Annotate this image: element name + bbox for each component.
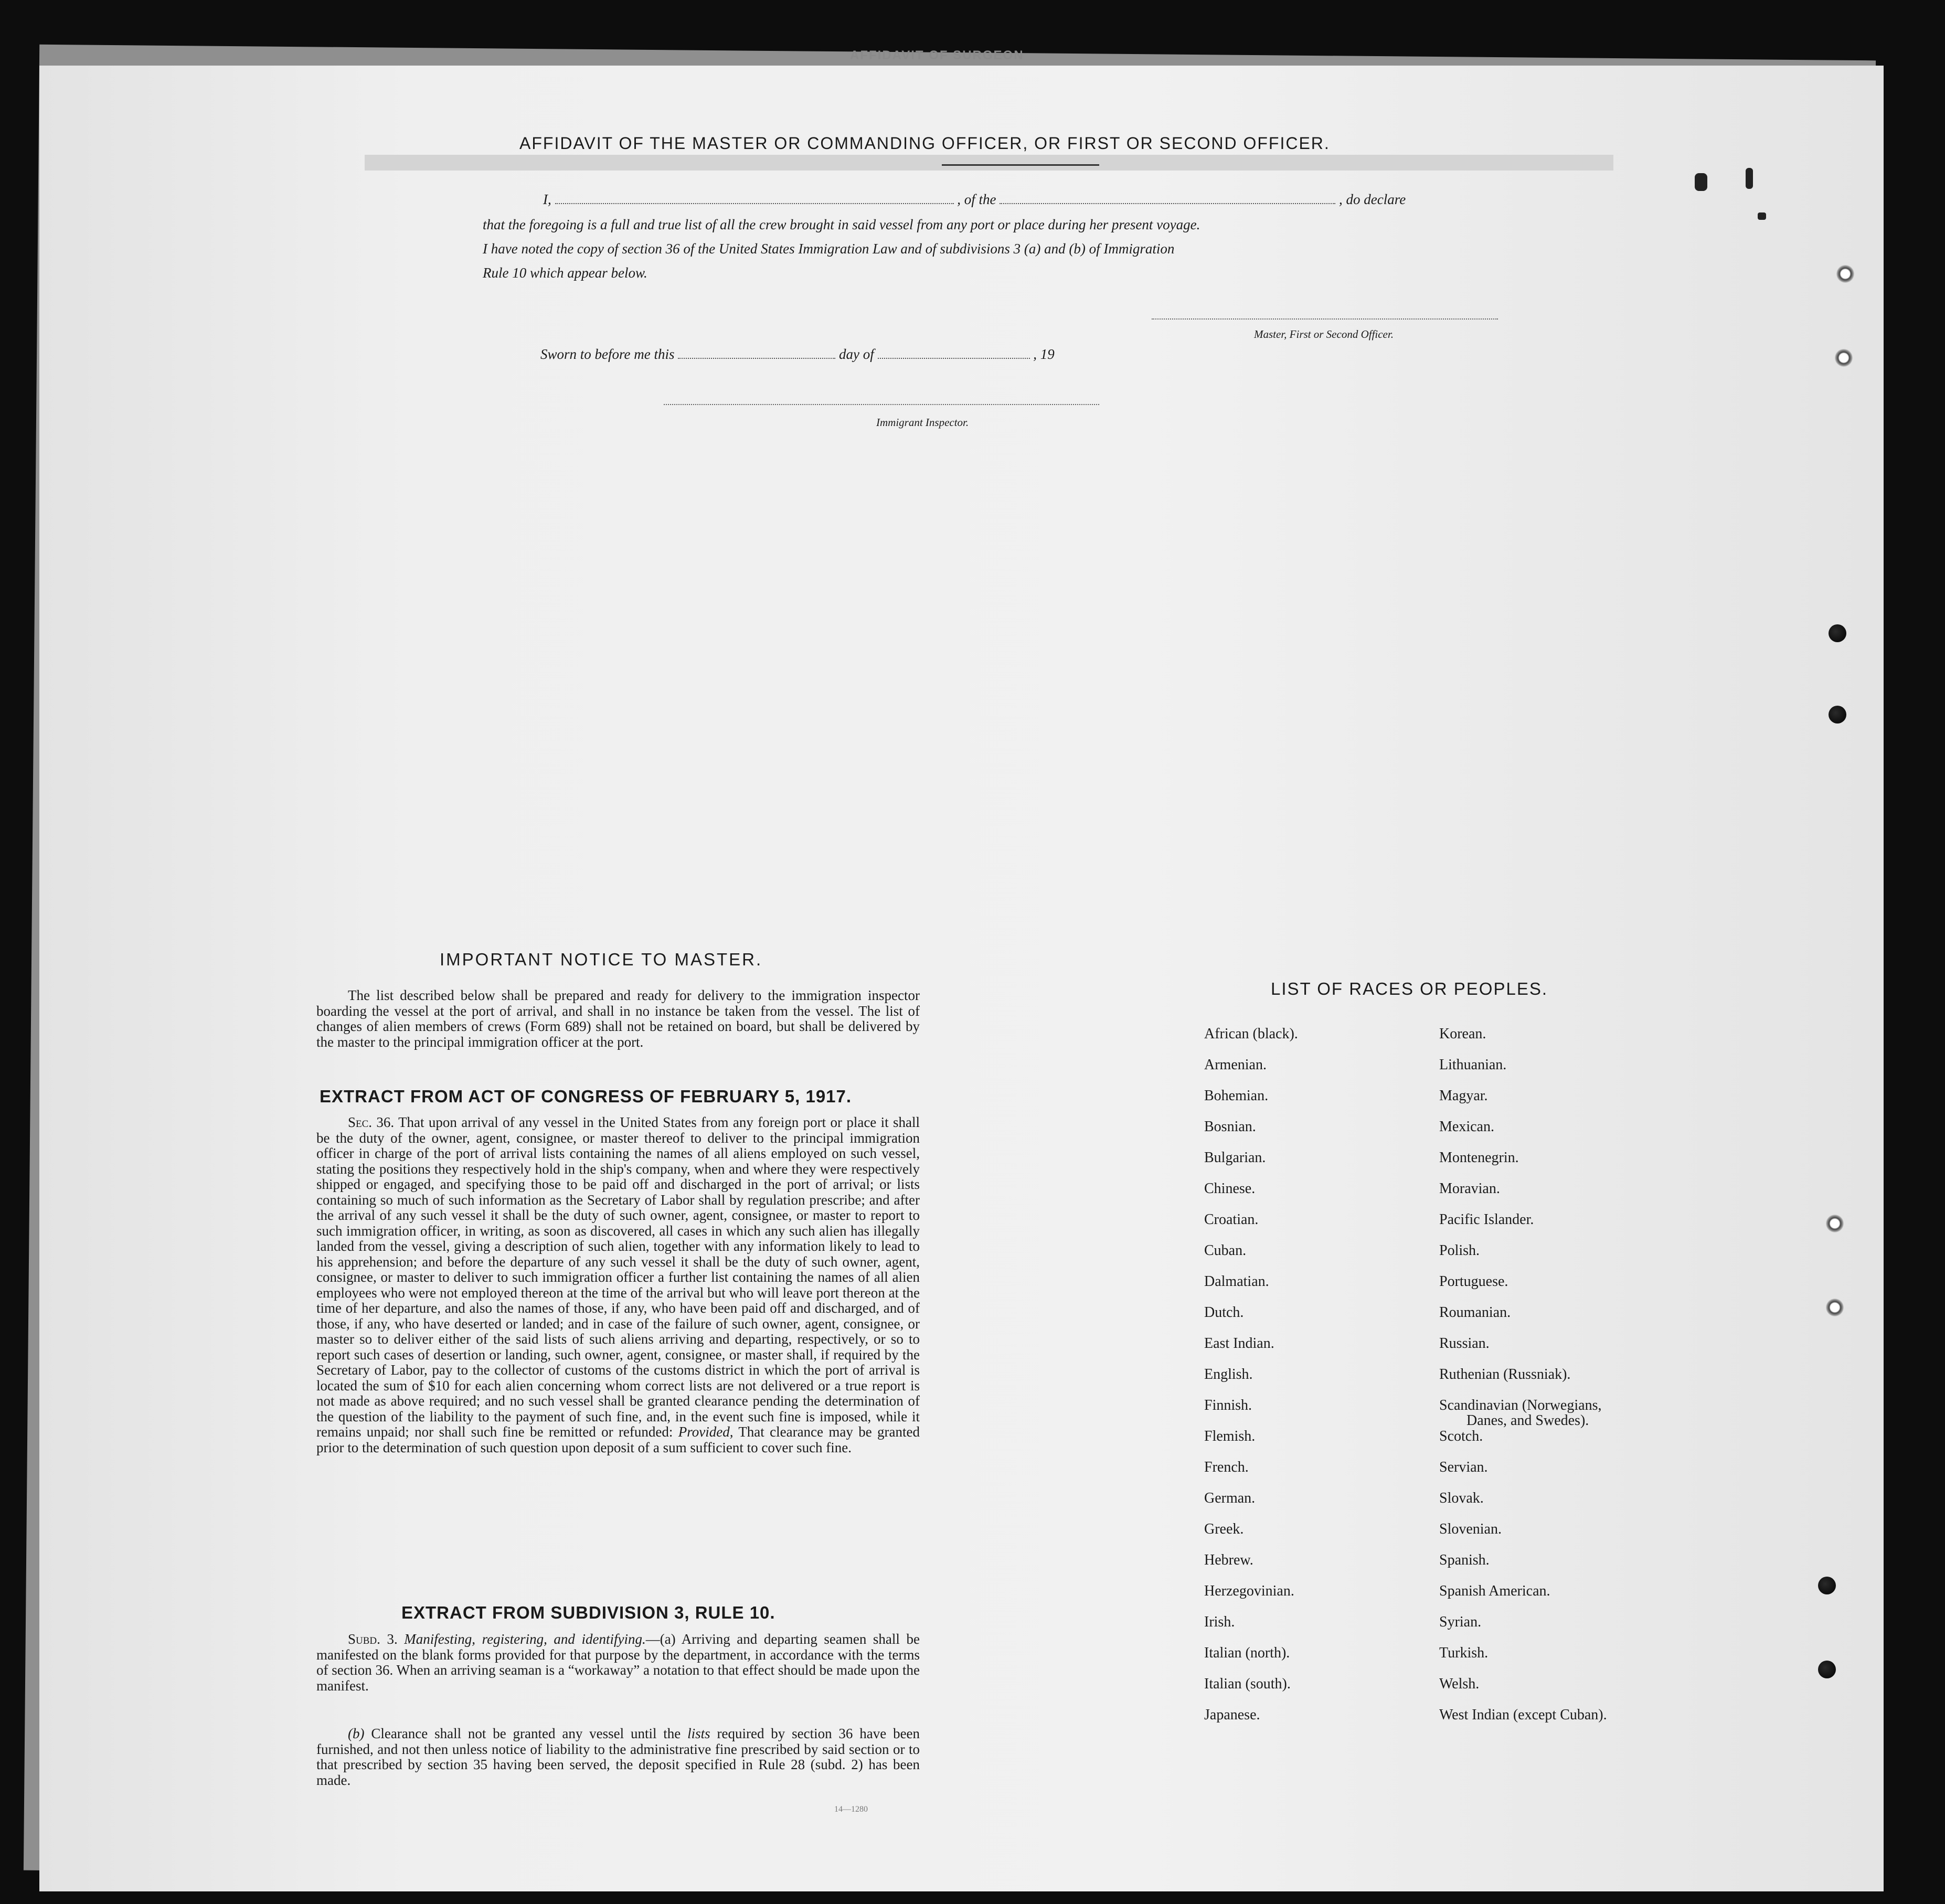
race-left-item: Bulgarian. bbox=[1204, 1150, 1266, 1166]
vessel-blank bbox=[1000, 203, 1335, 204]
rule-para-b-label: (b) bbox=[348, 1726, 365, 1741]
affidavit-line-4: Rule 10 which appear below. bbox=[483, 265, 647, 281]
sworn-day-blank bbox=[678, 358, 835, 359]
sworn-line bbox=[540, 346, 1055, 363]
races-title: LIST OF RACES OR PEOPLES. bbox=[1271, 979, 1548, 998]
inspector-label: Immigrant Inspector. bbox=[876, 416, 969, 429]
sworn-month-blank bbox=[878, 358, 1030, 359]
race-right-item: Danes, and Swedes). bbox=[1466, 1412, 1589, 1429]
race-left-item: English. bbox=[1204, 1366, 1253, 1382]
race-right-item: Mexican. bbox=[1439, 1119, 1494, 1135]
race-right-item: Russian. bbox=[1439, 1335, 1490, 1352]
race-left-item: Hebrew. bbox=[1204, 1552, 1253, 1568]
rule-para-b-lists: lists bbox=[687, 1726, 710, 1741]
affidavit-declare: , do declare bbox=[1339, 192, 1406, 207]
race-right-item: Spanish. bbox=[1439, 1552, 1490, 1568]
race-left-item: Italian (south). bbox=[1204, 1676, 1291, 1692]
rule-para-a bbox=[316, 1632, 920, 1694]
binder-hole bbox=[1835, 349, 1853, 367]
affidavit-line-1 bbox=[543, 192, 1406, 208]
race-right-item: Magyar. bbox=[1439, 1088, 1488, 1104]
act-extract-text bbox=[316, 1115, 920, 1455]
binder-hole bbox=[1836, 265, 1854, 283]
race-right-item: Welsh. bbox=[1439, 1676, 1480, 1692]
race-right-item: Slovenian. bbox=[1439, 1521, 1502, 1537]
rule-para-b-2: required by section 36 have been furnished, and not then unless notice of liability to the administrative fine prescribed by said section or to that prescribed by section 35 having been served, the deposit specified in Rule 28 (subd. 2) has been made. bbox=[316, 1726, 920, 1788]
rule-para-b-1: Clearance shall not be granted any vessel until the bbox=[371, 1726, 681, 1741]
act-sec-label: Sec. 36. bbox=[348, 1114, 395, 1130]
binder-hole bbox=[1829, 624, 1846, 642]
rule-para-b bbox=[316, 1726, 920, 1788]
race-right-item: Scotch. bbox=[1439, 1428, 1483, 1444]
race-left-item: French. bbox=[1204, 1459, 1249, 1475]
race-right-item: Korean. bbox=[1439, 1026, 1486, 1042]
race-left-item: Japanese. bbox=[1204, 1707, 1260, 1723]
sworn-prefix: Sworn to before me this bbox=[540, 346, 675, 362]
binder-hole bbox=[1818, 1577, 1836, 1594]
race-left-item: Italian (north). bbox=[1204, 1645, 1290, 1661]
underlying-page-title: AFFIDAVIT OF SURGEON bbox=[850, 48, 1024, 62]
notice-text: The list described below shall be prepared and ready for delivery to the immigration inspector boarding the vessel at the port of arrival, and shall in no instance be taken from the vessel. The list of changes of alien members of crews (Form 689) shall not be retained on board, but shall be delivered by the master to the principal immigration officer at the port. bbox=[316, 987, 920, 1050]
race-right-item: Pacific Islander. bbox=[1439, 1211, 1534, 1228]
form-code: 14—1280 bbox=[834, 1805, 868, 1814]
race-right-item: Ruthenian (Russniak). bbox=[1439, 1366, 1571, 1382]
sworn-year-label: , 19 bbox=[1033, 346, 1055, 362]
race-right-item: Polish. bbox=[1439, 1242, 1480, 1259]
race-left-item: East Indian. bbox=[1204, 1335, 1274, 1352]
race-right-item: Servian. bbox=[1439, 1459, 1488, 1475]
race-left-item: African (black). bbox=[1204, 1026, 1298, 1042]
rule-subd-label: Subd. 3. bbox=[348, 1631, 398, 1647]
affidavit-line-2: that the foregoing is a full and true list of all the crew brought in said vessel from any port or place during her present voyage. bbox=[483, 217, 1200, 232]
affidavit-title-rule bbox=[942, 164, 1099, 166]
race-left-item: Greek. bbox=[1204, 1521, 1244, 1537]
act-body: That upon arrival of any vessel in the United States from any foreign port or place it shall be the duty of the owner, agent, consignee, or master thereof to deliver to the principal immigration officer in charge of the port of arrival lists containing the names of all aliens employed on such vessel, stating the positions they respectively hold in the ship's company, when and where they were respectively shipped or engaged, and specifying those to be paid off and discharged in the port of arrival; or lists containing so much of such information as the Secretary of Labor shall by regulation prescribe; and after the arrival of any such vessel it shall be the duty of such owner, agent, consignee, or master to report to such immigration officer, in writing, as soon as discovered, all cases in which any such alien has illegally landed from the vessel, giving a description of such alien, together with any information likely to lead to his apprehension; and before the departure of any such vessel it shall be the duty of such owner, agent, consignee, or master to deliver to such immigration officer a further list containing the names of all alien employees who were not employed thereon at the time of the arrival but who will leave port thereon at the time of her departure, and also the names of those, if any, who have been paid off and discharged, and of those, if any, who have deserted or landed; and in case of the failure of such owner, agent, consignee, or master so to deliver either of the said lists of such aliens arriving and departing, respectively, or so to report such cases of desertion or landing, such owner, agent, consignee, or master shall, if required by the Secretary of Labor, pay to the collector of customs of the customs district in which the port of arrival is located the sum of $10 for each alien concerning whom correct lists are not delivered or a true report is not made as above required; and no such vessel shall be granted clearance pending the determination of the question of the liability to the payment of such fine, and, in the event such fine is imposed, while it remains unpaid; nor shall such fine be remitted or refunded: bbox=[316, 1114, 920, 1440]
race-right-item: Moravian. bbox=[1439, 1180, 1500, 1197]
act-body-end: That clearance may be granted prior to the determination of such question upon deposit of a sum sufficient to cover such fine. bbox=[316, 1424, 920, 1455]
act-extract-title: EXTRACT FROM ACT OF CONGRESS OF FEBRUARY 5, 1917. bbox=[320, 1087, 852, 1106]
race-left-item: German. bbox=[1204, 1490, 1256, 1506]
binder-hole bbox=[1826, 1299, 1844, 1316]
race-left-item: Irish. bbox=[1204, 1614, 1235, 1630]
race-left-item: Bosnian. bbox=[1204, 1119, 1256, 1135]
race-right-item: Montenegrin. bbox=[1439, 1150, 1519, 1166]
race-left-item: Finnish. bbox=[1204, 1397, 1252, 1413]
race-right-item: Slovak. bbox=[1439, 1490, 1484, 1506]
rule-extract-title: EXTRACT FROM SUBDIVISION 3, RULE 10. bbox=[401, 1603, 775, 1622]
act-provided: Provided, bbox=[678, 1424, 734, 1440]
race-left-item: Herzegovinian. bbox=[1204, 1583, 1294, 1599]
name-blank bbox=[555, 203, 954, 204]
race-left-item: Croatian. bbox=[1204, 1211, 1259, 1228]
affidavit-i: I, bbox=[543, 192, 551, 207]
race-left-item: Armenian. bbox=[1204, 1057, 1267, 1073]
race-right-item: Scandinavian (Norwegians, bbox=[1439, 1397, 1602, 1413]
binder-hole bbox=[1826, 1215, 1844, 1232]
form-sheet bbox=[39, 66, 1884, 1891]
master-signature-line bbox=[1152, 318, 1498, 320]
sworn-day-label: day of bbox=[839, 346, 874, 362]
ink-mark bbox=[1695, 173, 1707, 191]
affidavit-of-the: , of the bbox=[957, 192, 996, 207]
ink-mark bbox=[1746, 168, 1753, 189]
race-right-item: Portuguese. bbox=[1439, 1273, 1508, 1290]
master-signature-label: Master, First or Second Officer. bbox=[1254, 328, 1394, 341]
binder-hole bbox=[1829, 706, 1846, 724]
race-left-item: Dalmatian. bbox=[1204, 1273, 1269, 1290]
race-right-item: Syrian. bbox=[1439, 1614, 1482, 1630]
notice-title: IMPORTANT NOTICE TO MASTER. bbox=[440, 950, 763, 969]
binder-hole bbox=[1818, 1661, 1836, 1678]
race-right-item: Roumanian. bbox=[1439, 1304, 1511, 1321]
race-right-item: Spanish American. bbox=[1439, 1583, 1550, 1599]
affidavit-title: AFFIDAVIT OF THE MASTER OR COMMANDING OFFICER, OR FIRST OR SECOND OFFICER. bbox=[519, 134, 1330, 153]
race-left-item: Bohemian. bbox=[1204, 1088, 1269, 1104]
rule-para-a-text: —(a) Arriving and departing seamen shall be manifested on the blank forms provided for that purpose by the department, in accordance with the terms of section 36. When an arriving seaman is a “workaway” a notation to that effect should be made upon the manifest. bbox=[316, 1631, 920, 1694]
rule-subd-heading: Manifesting, registering, and identifying. bbox=[404, 1631, 646, 1647]
race-right-item: Turkish. bbox=[1439, 1645, 1489, 1661]
ink-mark bbox=[1758, 212, 1766, 220]
race-right-item: West Indian (except Cuban). bbox=[1439, 1707, 1607, 1723]
affidavit-line-3: I have noted the copy of section 36 of the United States Immigration Law and of subdivisions 3 (a) and (b) of Immigration bbox=[483, 241, 1175, 257]
race-right-item: Lithuanian. bbox=[1439, 1057, 1507, 1073]
race-left-item: Flemish. bbox=[1204, 1428, 1256, 1444]
inspector-signature-line bbox=[664, 404, 1099, 405]
race-left-item: Cuban. bbox=[1204, 1242, 1247, 1259]
race-left-item: Chinese. bbox=[1204, 1180, 1256, 1197]
race-left-item: Dutch. bbox=[1204, 1304, 1244, 1321]
